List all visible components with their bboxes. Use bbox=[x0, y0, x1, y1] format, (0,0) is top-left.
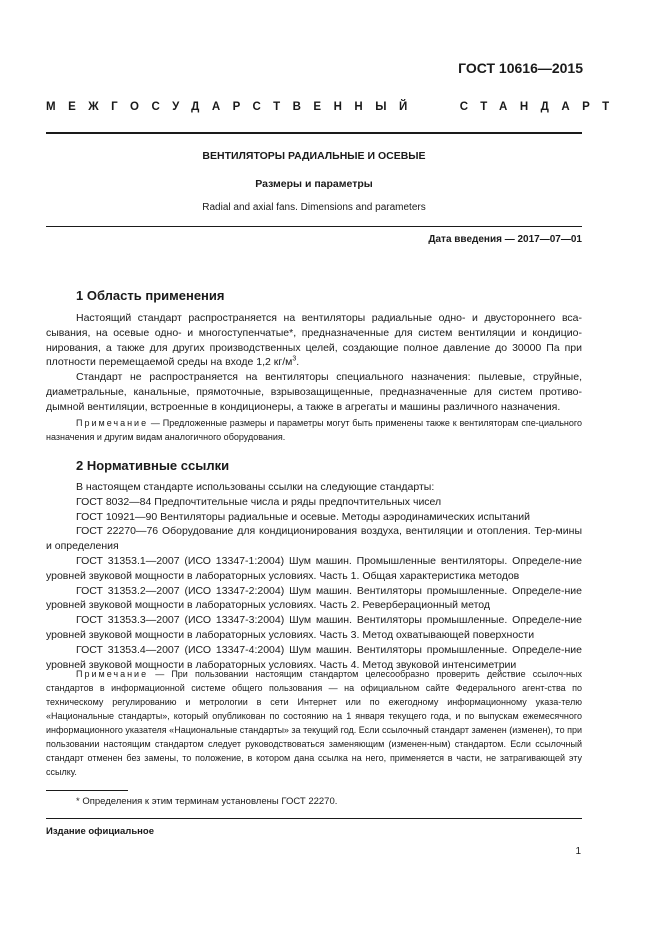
edition-label: Издание официальное bbox=[46, 826, 154, 837]
reference-item: ГОСТ 10921—90 Вентиляторы радиальные и осевые. Методы аэродинамических испытаний bbox=[76, 510, 531, 523]
section2-body bbox=[46, 480, 582, 672]
reference-item: ГОСТ 22270—76 Оборудование для кондиционирования воздуха, вентиляции и отопления. Тер-мины и определения bbox=[46, 525, 582, 553]
reference-item: ГОСТ 31353.2—2007 (ИСО 13347-2:2004) Шум машин. Вентиляторы промышленные. Определе-ние уровней звуковой мощности в лабораторных условиях. Часть 2. Реверберационный метод bbox=[46, 584, 582, 612]
reference-item: ГОСТ 8032—84 Предпочтительные числа и ряды предпочтительных чисел bbox=[76, 495, 442, 508]
title-rule bbox=[46, 226, 582, 227]
interstate-right: СТАНДАРТ bbox=[459, 101, 622, 113]
note-label: Примечание bbox=[76, 669, 149, 679]
section1-paragraph-1: Настоящий стандарт распространяется на вентиляторы радиальные одно- и двустороннего вса-сывания, на осевые одно- и многоступенчатые*, предназначенные для систем вентиляции и кондицио-нирования, а также для других производственных целей, создающие полное давление до 30000 Па при плотности перемещаемой среды на входе 1,2 $кг/м^3$. bbox=[46, 312, 582, 369]
reference-item: ГОСТ 31353.1—2007 (ИСО 13347-1:2004) Шум машин. Промышленные вентиляторы. Определе-ние уровней звуковой мощности в лабораторных условиях. Часть 1. Общая характеристика методов bbox=[46, 554, 582, 582]
footnote-rule bbox=[46, 790, 128, 791]
interstate-standard-label bbox=[46, 101, 622, 113]
note-text: — При пользовании настоящим стандартом целесообразно проверить действие ссылоч-ных стандартов в информационной системе общего пользования — на официальном сайте Федерального агент-ства по техническому регулированию и метрологии в сети Интернет или по ежегодному информационному указа-телю «Национальные стандарты», который опубликован по состоянию на 1 января текущего года, и по выпускам ежемесячного информационного указателя «Национальные стандарты» за текущий год. Если ссылочный стандарт заменен (изменен), то при пользовании настоящим стандартом следует руководствоваться заменяющим (изменен-ным) стандартом. Если ссылочный стандарт отменен без замены, то положение, в котором дана ссылка на него, применяется в части, не затрагивающей эту ссылку. bbox=[46, 669, 582, 777]
section1-note bbox=[46, 416, 582, 444]
title-en: Radial and axial fans. Dimensions and parameters bbox=[202, 202, 426, 213]
introduction-date: Дата введения — 2017—07—01 bbox=[428, 234, 582, 245]
page-number: 1 bbox=[575, 846, 581, 857]
section1-body bbox=[46, 311, 582, 415]
gost-number: ГОСТ 10616—2015 bbox=[458, 60, 583, 76]
superscript-3: 3 bbox=[292, 355, 297, 363]
title-ru-sub: Размеры и параметры bbox=[255, 178, 373, 190]
header-rule bbox=[46, 132, 582, 134]
section2-heading: 2 Нормативные ссылки bbox=[76, 458, 230, 473]
section2-intro: В настоящем стандарте использованы ссылки на следующие стандарты: bbox=[76, 481, 435, 493]
footer-rule bbox=[46, 818, 582, 819]
reference-item: ГОСТ 31353.3—2007 (ИСО 13347-3:2004) Шум машин. Вентиляторы промышленные. Определе-ние уровней звуковой мощности в лабораторных условиях. Часть 3. Метод охватывающей поверхности bbox=[46, 614, 582, 641]
note-text: — Предложенные размеры и параметры могут быть применены также к вентиляторам спе-циального назначения и другим видам аналогичного оборудования. bbox=[46, 418, 582, 442]
interstate-left: МЕЖГОСУДАРСТВЕННЫЙ bbox=[46, 101, 420, 113]
footnote: * Определения к этим терминам установлены ГОСТ 22270. bbox=[76, 796, 338, 807]
note-label: Примечание bbox=[76, 418, 149, 428]
reference-item: ГОСТ 31353.4—2007 (ИСО 13347-4:2004) Шум машин. Вентиляторы промышленные. Определе-ние уровней звуковой мощности в лабораторных условиях. Часть 4. Метод звуковой интенсиметрии bbox=[46, 643, 582, 671]
section2-note bbox=[46, 667, 582, 779]
title-ru-main: ВЕНТИЛЯТОРЫ РАДИАЛЬНЫЕ И ОСЕВЫЕ bbox=[202, 150, 426, 162]
section1-paragraph-2: Стандарт не распространяется на вентиляторы специального назначения: пылевые, струйные, диаметральные, канальные, прямоточные, взрывозащищенные, предназначенные для систем противо-дымной вентиляции, встроенные в кондиционеры, а также в агрегаты и машины различного назначения. bbox=[46, 371, 582, 413]
section1-heading: 1 Область применения bbox=[76, 288, 225, 303]
